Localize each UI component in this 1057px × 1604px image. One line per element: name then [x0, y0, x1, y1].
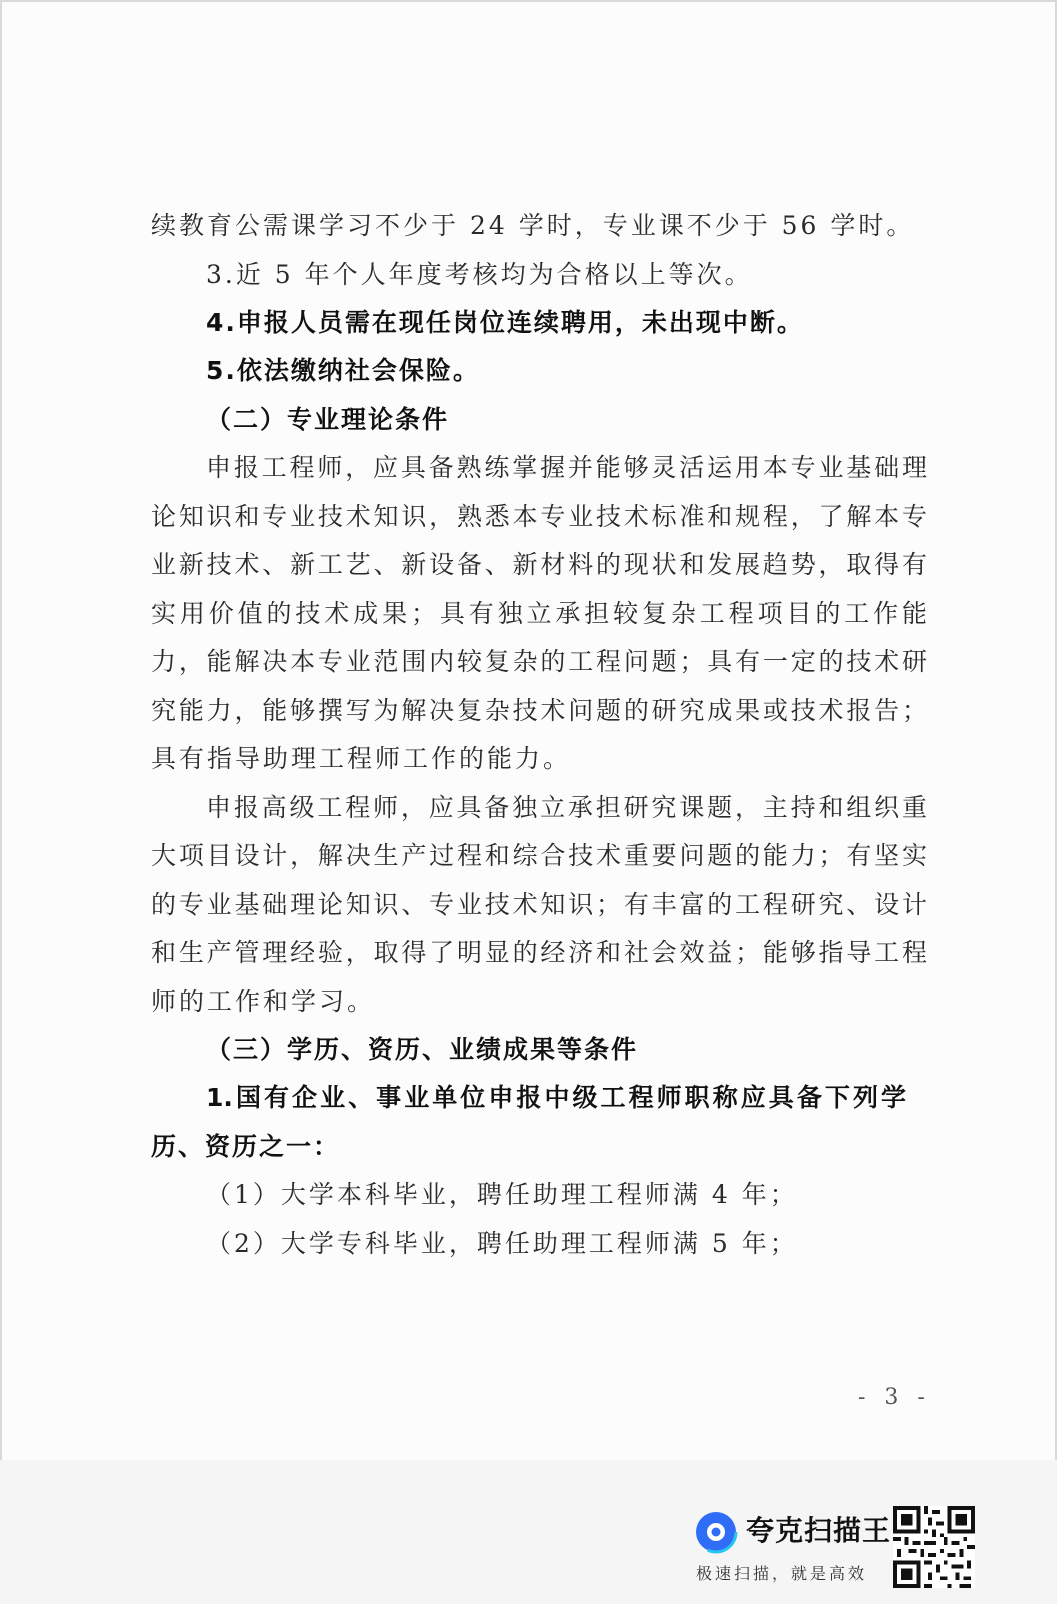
list-item: （1）大学本科毕业，聘任助理工程师满 4 年；: [206, 1180, 798, 1209]
section-heading: （二）专业理论条件: [206, 405, 450, 434]
top-edge: [0, 0, 1057, 2]
text-line: 业新技术、新工艺、新设备、新材料的现状和发展趋势，取得有: [151, 550, 927, 579]
list-item: （2）大学专科毕业，聘任助理工程师满 5 年；: [206, 1229, 798, 1258]
text-line: 续教育公需课学习不少于 24 学时，专业课不少于 56 学时。: [151, 211, 915, 240]
text-line: 5.依法缴纳社会保险。: [206, 356, 480, 385]
page-number: - 3 -: [858, 1385, 931, 1410]
text-line: 1.国有企业、事业单位申报中级工程师职称应具备下列学: [206, 1083, 906, 1112]
left-edge: [0, 0, 2, 1460]
section-heading: （三）学历、资历、业绩成果等条件: [206, 1035, 639, 1064]
app-name: 夸克扫描王: [746, 1514, 892, 1547]
text-line: 力，能解决本专业范围内较复杂的工程问题；具有一定的技术研: [151, 647, 927, 676]
app-slogan: 极速扫描，就是高效: [696, 1564, 868, 1583]
text-line: 师的工作和学习。: [151, 987, 376, 1016]
qr-code-icon: [893, 1506, 975, 1588]
text-line: 究能力，能够撰写为解决复杂技术问题的研究成果或技术报告；: [151, 696, 927, 725]
text-line: 申报高级工程师，应具备独立承担研究课题，主持和组织重: [206, 793, 927, 822]
text-line: 和生产管理经验，取得了明显的经济和社会效益；能够指导工程: [151, 938, 927, 967]
text-line: 论知识和专业技术知识，熟悉本专业技术标准和规程，了解本专: [151, 502, 927, 531]
text-line: 4.申报人员需在现任岗位连续聘用，未出现中断。: [206, 308, 804, 337]
text-line: 历、资历之一：: [151, 1132, 341, 1161]
text-line: 的专业基础理论知识、专业技术知识；有丰富的工程研究、设计: [151, 890, 927, 919]
text-line: 申报工程师，应具备熟练掌握并能够灵活运用本专业基础理: [206, 453, 927, 482]
text-line: 3.近 5 年个人年度考核均为合格以上等次。: [206, 260, 753, 289]
quark-logo-icon: [694, 1510, 738, 1554]
text-line: 实用价值的技术成果；具有独立承担较复杂工程项目的工作能: [151, 599, 927, 628]
text-line: 大项目设计，解决生产过程和综合技术重要问题的能力；有坚实: [151, 841, 927, 870]
text-line: 具有指导助理工程师工作的能力。: [151, 744, 572, 773]
